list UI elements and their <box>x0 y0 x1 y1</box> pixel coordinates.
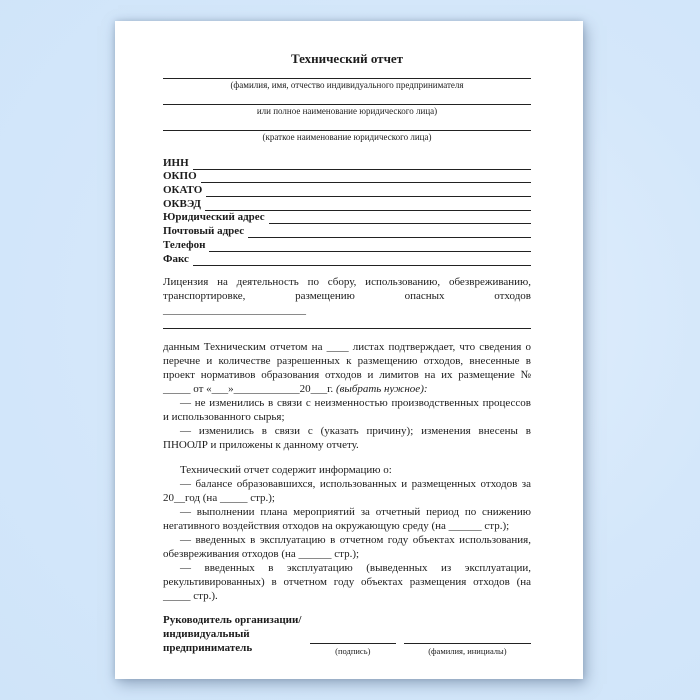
field-blank-line <box>201 171 531 183</box>
requisites-block <box>163 156 531 266</box>
option-changed: — изменились в связи с (указать причину); изменения внесены в ПНООЛР и приложены к данному отчету. <box>163 424 531 451</box>
document-title: Технический отчет <box>290 51 404 66</box>
field-blank-line <box>206 185 531 197</box>
option-not-changed: — не изменились в связи с неизменностью производственных процессов и использованного сырья; <box>163 396 531 423</box>
field-label: ИНН <box>163 156 189 169</box>
field-row-inn <box>163 156 531 170</box>
name-blank-line-3 <box>163 130 531 131</box>
field-blank-line <box>193 254 531 266</box>
signature-caption: (подпись) <box>335 645 371 656</box>
field-row-okato <box>163 183 531 197</box>
signatory-line-3: предприниматель <box>163 641 253 654</box>
signatory-title <box>163 613 310 656</box>
license-paragraph: Лицензия на деятельность по сбору, использованию, обезвреживанию, транспортировке, размещению опасных отходов __________________________ <box>163 275 531 316</box>
name-blank-line <box>404 613 531 644</box>
field-label: Факс <box>163 252 189 265</box>
name-slot <box>404 613 531 656</box>
field-label: ОКПО <box>163 170 197 183</box>
signature-slot <box>310 613 396 656</box>
name-slot-caption: (фамилия, инициалы) <box>428 645 507 656</box>
confirm-paragraph <box>163 340 531 396</box>
field-row-okpo <box>163 170 531 184</box>
field-row-postal-address <box>163 224 531 238</box>
field-row-phone <box>163 238 531 252</box>
confirm-text: данным Техническим отчетом на ____ листах подтверждает, что сведения о перечне и количестве разрешенных к размещению отходов, внесенные в проект нормативов образования отходов и лимитов на их размещение № _____ от «___»____________20___г. <box>163 340 531 395</box>
field-label: ОКАТО <box>163 184 203 197</box>
name-caption-3: (краткое наименование юридического лица) <box>262 132 432 142</box>
contains-item-facilities-use: — введенных в эксплуатацию в отчетном году объектах использования, обезвреживания отходов (на ______ стр.); <box>163 533 531 560</box>
name-blank-line-1 <box>163 78 531 79</box>
signatory-line-2: индивидуальный <box>163 627 250 640</box>
field-row-fax <box>163 252 531 266</box>
field-blank-line <box>193 158 531 170</box>
name-caption-2: или полное наименование юридического лица) <box>256 106 438 116</box>
signature-blank-line <box>310 613 396 644</box>
field-blank-line <box>269 212 531 224</box>
field-label: Почтовый адрес <box>163 225 245 238</box>
contains-heading: Технический отчет содержит информацию о: <box>180 463 392 476</box>
signatory-line-1: Руководитель организации/ <box>163 613 302 626</box>
contains-item-balance: — балансе образовавшихся, использованных и размещенных отходов за 20__год (на _____ стр.); <box>163 477 531 504</box>
field-blank-line <box>248 226 531 238</box>
name-blank-line-2 <box>163 104 531 105</box>
field-label: Юридический адрес <box>163 211 265 224</box>
confirm-note: (выбрать нужное): <box>335 382 428 395</box>
field-row-legal-address <box>163 211 531 225</box>
name-caption-1: (фамилия, имя, отчество индивидуального предпринимателя <box>230 80 464 90</box>
field-label: ОКВЭД <box>163 197 201 210</box>
name-block <box>163 78 531 142</box>
field-label: Телефон <box>163 238 206 251</box>
license-blank-line <box>163 328 531 329</box>
field-row-okved <box>163 197 531 211</box>
signature-block <box>163 613 531 656</box>
contains-item-plan: — выполнении плана мероприятий за отчетный период по снижению негативного воздействия отходов на окружающую среду (на ______ стр.); <box>163 505 531 532</box>
field-blank-line <box>205 199 531 211</box>
field-blank-line <box>209 240 531 252</box>
document-paper <box>115 21 583 679</box>
contains-item-facilities-placement: — введенных в эксплуатацию (выведенных из эксплуатации, рекультивированных) в отчетном году объектах размещения отходов (на _____ стр.). <box>163 561 531 602</box>
